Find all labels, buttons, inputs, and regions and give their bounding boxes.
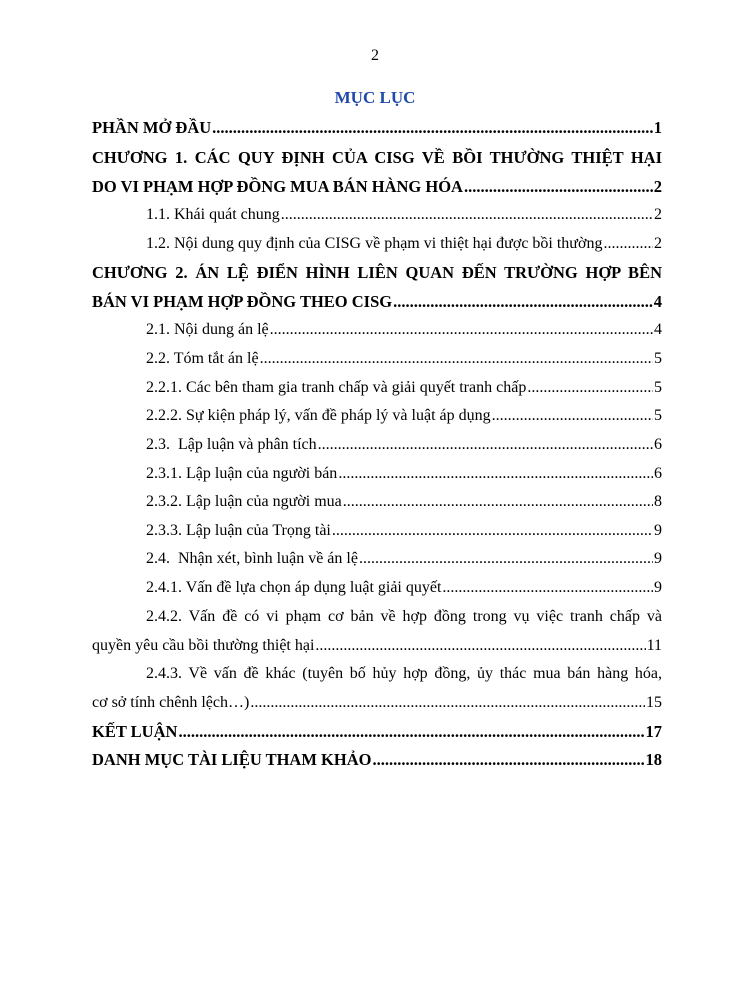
toc-leader — [281, 205, 653, 225]
toc-entry-2-4-2-cont[interactable] — [92, 636, 662, 656]
toc-entry-page: 5 — [654, 350, 662, 367]
toc-leader — [343, 492, 653, 512]
toc-entry-text: 2.1. Nội dung án lệ — [146, 321, 269, 338]
toc-entry-text: CHƯƠNG 1. CÁC QUY ĐỊNH CỦA CISG VỀ BỒI THƯỜNG THIỆT HẠI — [92, 148, 662, 167]
toc-entry-text: PHẦN MỞ ĐẦU — [92, 118, 212, 137]
toc-entry-2-3-3[interactable] — [146, 521, 662, 541]
toc-entry-2-1[interactable] — [146, 320, 662, 340]
toc-entry-page: 2 — [654, 206, 662, 223]
toc-entry-page: 6 — [654, 436, 662, 453]
toc-entry-chapter1[interactable] — [92, 148, 662, 168]
toc-leader — [464, 177, 653, 197]
toc-entry-page: 9 — [654, 579, 662, 596]
toc-entry-2-3-1[interactable] — [146, 464, 662, 484]
toc-entry-page: 2 — [653, 177, 662, 196]
toc-leader — [270, 320, 653, 340]
toc-leader — [318, 435, 653, 455]
toc-entry-page: 11 — [646, 637, 662, 654]
toc-leader — [393, 292, 653, 312]
toc-leader — [260, 349, 653, 369]
toc-leader — [178, 722, 644, 742]
toc-entry-1-2[interactable] — [146, 234, 662, 254]
toc-entry-2-2-1[interactable] — [146, 378, 662, 398]
toc-entry-text: BÁN VI PHẠM HỢP ĐỒNG THEO CISG — [92, 292, 393, 311]
toc-leader — [250, 693, 645, 713]
toc-entry-text: 2.3.2. Lập luận của người mua — [146, 493, 342, 510]
toc-entry-text: 2.3.1. Lập luận của người bán — [146, 465, 338, 482]
toc-entry-2-4[interactable] — [146, 549, 662, 569]
toc-entry-2-3[interactable] — [146, 435, 662, 455]
toc-entry-page: 15 — [646, 694, 662, 711]
toc-entry-2-4-2[interactable] — [146, 607, 662, 627]
toc-entry-page: 18 — [645, 750, 662, 769]
toc-entry-page: 1 — [653, 118, 662, 137]
toc-leader — [442, 578, 653, 598]
toc-entry-text: quyền yêu cầu bồi thường thiệt hại — [92, 637, 315, 654]
toc-entry-text: 2.4.3. Về vấn đề khác (tuyên bố hủy hợp đồng, ủy thác mua bán hàng hóa, — [146, 665, 662, 682]
toc-entry-text: DO VI PHẠM HỢP ĐỒNG MUA BÁN HÀNG HÓA — [92, 177, 463, 196]
toc-entry-text: DANH MỤC TÀI LIỆU THAM KHẢO — [92, 750, 372, 769]
toc-entry-text: 2.4. Nhận xét, bình luận về án lệ — [146, 550, 358, 567]
toc-entry-page: 8 — [654, 493, 662, 510]
toc-leader — [332, 521, 653, 541]
toc-entry-2-4-1[interactable] — [146, 578, 662, 598]
toc-entry-chapter2[interactable] — [92, 263, 662, 283]
toc-entry-text: 1.2. Nội dung quy định của CISG về phạm vi thiệt hại được bồi thường — [146, 235, 603, 252]
toc-entry-intro[interactable] — [92, 118, 662, 138]
toc-entry-page: 5 — [654, 379, 662, 396]
toc-entry-conclusion[interactable] — [92, 722, 662, 742]
page-number: 2 — [371, 47, 379, 64]
toc-entry-chapter2-cont[interactable] — [92, 292, 662, 312]
toc-entry-references[interactable] — [92, 750, 662, 770]
toc-entry-text: KẾT LUẬN — [92, 722, 178, 741]
toc-leader — [372, 750, 644, 770]
toc-leader — [527, 378, 653, 398]
toc-entry-text: cơ sở tính chênh lệch…) — [92, 694, 250, 711]
toc-leader — [603, 234, 653, 254]
toc-entry-2-3-2[interactable] — [146, 492, 662, 512]
toc-entry-2-4-3-cont[interactable] — [92, 693, 662, 713]
toc-entry-page: 9 — [654, 522, 662, 539]
toc-entry-page: 4 — [653, 292, 662, 311]
toc-entry-2-2-2[interactable] — [146, 406, 662, 426]
toc-leader — [315, 636, 645, 656]
toc-entry-text: 2.3.3. Lập luận của Trọng tài — [146, 522, 331, 539]
toc-entry-page: 4 — [654, 321, 662, 338]
toc-leader — [359, 549, 653, 569]
toc-entry-text: 2.2.2. Sự kiện pháp lý, vấn đề pháp lý và luật áp dụng — [146, 407, 491, 424]
toc-leader — [212, 118, 653, 138]
toc-title: MỤC LỤC — [334, 88, 416, 107]
toc-entry-text: 1.1. Khái quát chung — [146, 206, 280, 223]
toc-leader — [338, 464, 653, 484]
toc-leader — [492, 406, 653, 426]
toc-entry-text: CHƯƠNG 2. ÁN LỆ ĐIỂN HÌNH LIÊN QUAN ĐẾN TRƯỜNG HỢP BÊN — [92, 263, 662, 282]
toc-entry-2-2[interactable] — [146, 349, 662, 369]
toc-entry-page: 6 — [654, 465, 662, 482]
toc-entry-1-1[interactable] — [146, 205, 662, 225]
toc-entry-text: 2.4.1. Vấn đề lựa chọn áp dụng luật giải quyết — [146, 579, 442, 596]
toc-entry-text: 2.4.2. Vấn đề có vi phạm cơ bản về hợp đồng trong vụ việc tranh chấp và — [146, 608, 662, 625]
toc-entry-2-4-3[interactable] — [146, 664, 662, 684]
toc-entry-page: 2 — [654, 235, 662, 252]
toc-entry-text: 2.3. Lập luận và phân tích — [146, 436, 317, 453]
toc-entry-page: 9 — [654, 550, 662, 567]
toc-entry-page: 5 — [654, 407, 662, 424]
toc-entry-text: 2.2. Tóm tắt án lệ — [146, 350, 259, 367]
toc-entry-page: 17 — [645, 722, 662, 741]
toc-entry-text: 2.2.1. Các bên tham gia tranh chấp và giải quyết tranh chấp — [146, 379, 527, 396]
toc-entry-chapter1-cont[interactable] — [92, 177, 662, 197]
